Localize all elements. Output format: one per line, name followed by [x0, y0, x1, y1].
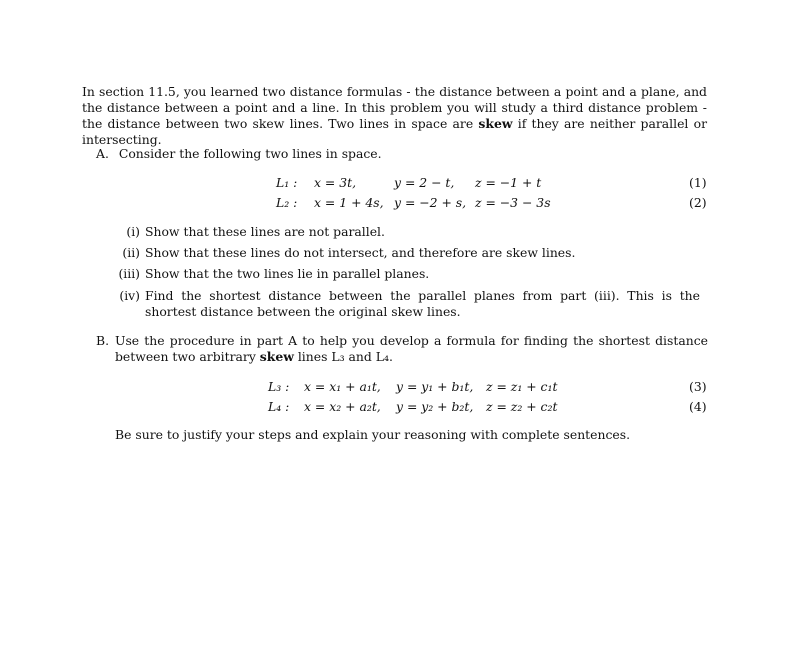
part-a-text: Consider the following two lines in space.: [118, 146, 382, 161]
z-equation: z = −3 − 3s: [475, 195, 551, 210]
item-number: (iii): [118, 266, 140, 281]
item-text: Find the shortest distance between the parallel planes from part (iii). This is the shortest distance between the original skew lines.: [145, 288, 700, 319]
z-equation: z = −1 + t: [475, 175, 542, 190]
item-text: Show that the two lines lie in parallel planes.: [145, 266, 430, 281]
y-equation: y = y₂ + b₂t,: [396, 399, 474, 414]
skew-term: skew: [259, 349, 294, 364]
line-name: L₄ :: [268, 399, 290, 414]
item-number: (i): [126, 224, 140, 239]
item-text: Show that these lines are not parallel.: [145, 224, 385, 239]
equation-number: (4): [689, 399, 707, 414]
x-equation: x = x₁ + a₁t,: [304, 379, 381, 394]
x-equation: x = 1 + 4s,: [314, 195, 384, 210]
part-b-text-2: lines L₃ and L₄.: [293, 349, 393, 364]
equation-number: (3): [689, 379, 707, 394]
equation-number: (1): [689, 175, 707, 190]
part-b-paragraph: [96, 333, 708, 365]
equation-row-4: [0, 399, 791, 417]
item-text: Show that these lines do not intersect, and therefore are skew lines.: [145, 245, 576, 260]
x-equation: x = x₂ + a₂t,: [304, 399, 381, 414]
equation-number: (2): [689, 195, 707, 210]
intro-text-1: In section 11.5, you learned two distance formulas - the distance between a point and a plane, and the distance between a point and a line. In this problem you will study a third distance problem - the distance between two skew lines. Two lines in space are: [82, 84, 707, 131]
z-equation: z = z₂ + c₂t: [486, 399, 558, 414]
y-equation: y = 2 − t,: [394, 175, 455, 190]
y-equation: y = −2 + s,: [394, 195, 467, 210]
part-b-text: [115, 333, 708, 365]
closing-sentence: Be sure to justify your steps and explain your reasoning with complete sentences.: [115, 427, 631, 442]
equation-row-3: [0, 379, 791, 397]
intro-text-2: if they are neither parallel or intersecting.: [82, 116, 707, 147]
y-equation: y = y₁ + b₁t,: [396, 379, 474, 394]
z-equation: z = z₁ + c₁t: [486, 379, 558, 394]
skew-term: skew: [478, 116, 513, 131]
equation-row-2: [0, 195, 791, 213]
line-name: L₂ :: [276, 195, 298, 210]
equation-row-1: [0, 175, 791, 193]
item-number: (iv): [119, 288, 140, 303]
x-equation: x = 3t,: [314, 175, 357, 190]
line-name: L₁ :: [276, 175, 298, 190]
line-name: L₃ :: [268, 379, 290, 394]
part-b-text-1: Use the procedure in part A to help you develop a formula for finding the shortest distance between two arbitrary: [115, 333, 708, 364]
part-a-label: A.: [96, 146, 109, 161]
part-b-label: B.: [96, 333, 110, 348]
part-a-heading: [96, 146, 382, 162]
intro-paragraph: [82, 84, 707, 148]
item-number: (ii): [122, 245, 140, 260]
